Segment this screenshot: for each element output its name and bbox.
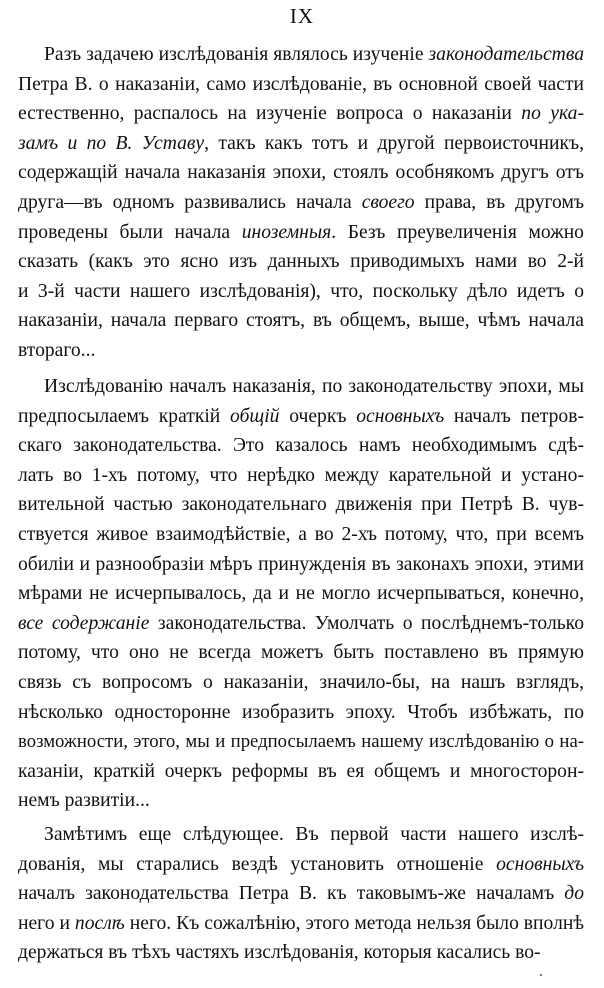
text-run: него и bbox=[18, 912, 75, 934]
text-run: Петра В. о наказаніи, само изслѣдованіе, въ основной своей части bbox=[18, 73, 584, 95]
italic-run: своего bbox=[361, 191, 415, 213]
text-run: ствуется живое взаимодѣйствіе, а во 2-хъ потому, что, при всемъ bbox=[18, 523, 584, 545]
italic-run: законодательства bbox=[428, 44, 584, 65]
text-run: сказать (какъ это ясно изъ данныхъ приводимыхъ нами во 2-й bbox=[18, 251, 584, 273]
text-run: вительной частью законодательнаго движенія при Петрѣ В. чув- bbox=[18, 494, 584, 516]
italic-run: иноземныя bbox=[241, 221, 332, 243]
text-run: него. Къ сожалѣнію, этого метода нельзя было вполнѣ bbox=[124, 912, 584, 934]
text-run: . Безъ преувеличенія можно bbox=[331, 221, 584, 243]
text-run: законодательства. Умолчать о послѣднемъ-только bbox=[149, 612, 584, 634]
text-run: нѣсколько односторонне изобразить эпоху. Чтобъ избѣжать, по bbox=[18, 701, 584, 723]
text-run: Разъ задачею изслѣдованія являлось изученіе bbox=[44, 44, 429, 65]
italic-run: основныхъ bbox=[356, 405, 445, 427]
italic-run: все содержаніе bbox=[18, 612, 150, 634]
text-run: очеркъ bbox=[279, 405, 357, 427]
italic-run: основныхъ bbox=[496, 853, 584, 875]
page-number: IX bbox=[289, 4, 315, 28]
text-run: немъ развитіи... bbox=[18, 790, 150, 812]
text-run: Изслѣдованію началъ наказанія, по законодательству эпохи, мы bbox=[44, 376, 584, 397]
text-run: , такъ какъ тотъ и другой первоисточникъ, bbox=[204, 132, 584, 154]
text-run: мѣрами не исчерпывалось, да и не могло исчерпываться, конечно, bbox=[18, 583, 584, 605]
italic-run: до bbox=[564, 883, 584, 905]
italic-run: по ука- bbox=[521, 103, 584, 125]
text-run: казаніи, краткій очеркъ реформы въ ея общемъ и многосторон- bbox=[18, 760, 584, 782]
text-run: Замѣтимъ еще слѣдующее. Въ первой части нашего изслѣ- bbox=[44, 824, 584, 845]
text-run: возможности, этого, мы и предпосылаемъ нашему изслѣдованію о на- bbox=[18, 731, 584, 753]
text-run: содержащій начала наказанія эпохи, стоялъ особнякомъ другъ отъ bbox=[18, 162, 584, 184]
text-run: лать во 1-хъ потому, что нерѣдко между карательной и устано- bbox=[18, 464, 584, 486]
text-run: и 3-й части нашего изслѣдованія), что, поскольку дѣло идетъ о bbox=[18, 280, 584, 302]
text-run: началъ законодательства Петра В. къ таковымъ-же началамъ bbox=[18, 883, 565, 905]
text-run: связь съ вопросомъ о наказаніи, значило-бы, на нашъ взглядъ, bbox=[18, 671, 584, 693]
text-run: друга—въ одномъ развивались начала bbox=[18, 191, 362, 213]
text-run: началъ петров- bbox=[444, 405, 585, 427]
text-run: держаться въ тѣхъ частяхъ изслѣдованія, которыя касались во- bbox=[18, 942, 541, 964]
italic-run: замъ и по В. Уставу bbox=[18, 132, 205, 154]
italic-run: общій bbox=[230, 405, 280, 427]
text-run: потому, что оно не всегда можетъ быть поставлено въ прямую bbox=[18, 642, 584, 664]
text-run: наказаніи, начала перваго стоятъ, въ общемъ, выше, чѣмъ начала bbox=[18, 310, 584, 332]
text-run: естественно, распалось на изученіе вопроса о наказаніи bbox=[18, 103, 522, 125]
scan-speck bbox=[540, 974, 542, 976]
text-run: дованія, мы старались вездѣ установить отношеніе bbox=[18, 853, 497, 875]
text-run: проведены были начала bbox=[18, 221, 242, 243]
text-run: обиліи и разнообразіи мѣръ принужденія въ законахъ эпохи, этими bbox=[18, 553, 584, 575]
text-run: втораго... bbox=[18, 339, 96, 361]
italic-run: послѣ bbox=[74, 912, 125, 934]
text-run: скаго законодательства. Это казалось намъ необходимымъ сдѣ- bbox=[18, 435, 584, 457]
text-run: предпосылаемъ краткій bbox=[18, 405, 231, 427]
text-run: права, въ другомъ bbox=[414, 191, 584, 213]
